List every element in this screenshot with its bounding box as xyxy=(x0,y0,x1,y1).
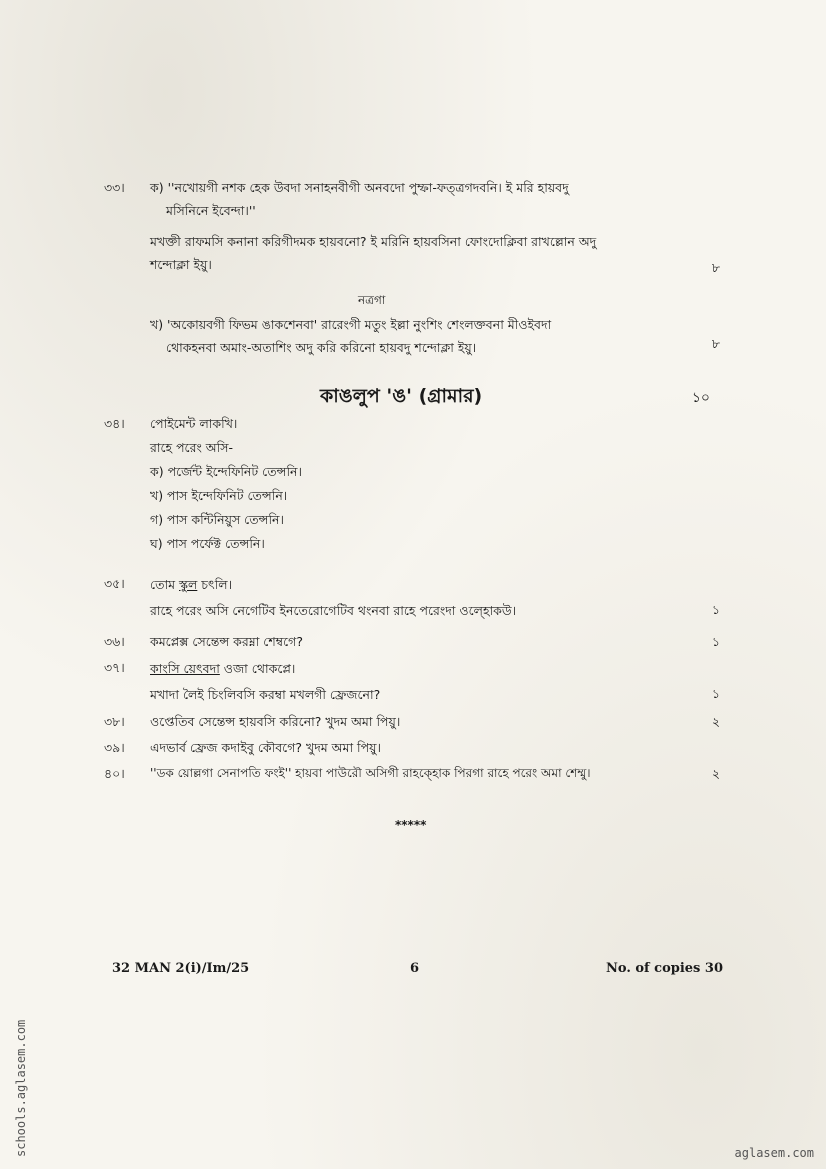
question-number-34: ৩৪। xyxy=(104,416,125,431)
q33a-line4: শন্দোক্লা ইয়ু। xyxy=(150,257,212,272)
q34-option-c: গ) পাস কন্টিনিয়ুস তেন্সনি। xyxy=(150,512,284,527)
question-number-40: ৪০। xyxy=(104,766,125,781)
q40-marks: ২ xyxy=(711,766,720,781)
question-number-35: ৩৫। xyxy=(104,576,125,591)
q39-line1: এদভার্ব ফ্রেজ কদাইবু কৌবগে? খুদম অমা পিয়ু। xyxy=(150,740,381,755)
q36-marks: ১ xyxy=(711,634,720,649)
q33a-line3: মখক্তী রাফমসি কনানা করিগীদমক হায়বনো? ই মরিনি হায়বসিনা ফোংদোক্লিবা রাখল্লোন অদু xyxy=(150,234,597,249)
question-37 xyxy=(150,656,695,708)
q33a-marks: ৮ xyxy=(711,260,720,275)
q34-option-a: ক) পর্জেন্ট ইন্দেফিনিট তেন্সনি। xyxy=(150,464,302,479)
question-number-36: ৩৬। xyxy=(104,634,125,649)
q35-line2: রাহে পরেং অসি নেগেটিব ইনতেরোগেটিব থংনবা রাহে পরেংদা ওল্হোকউ। xyxy=(150,603,517,618)
or-label: নত্রগা xyxy=(358,293,386,307)
question-34 xyxy=(150,412,695,556)
q35-line1: তোম স্কুল চৎলি। xyxy=(150,577,233,592)
section-marks: ১০ xyxy=(691,390,710,406)
q37-line1: কাংসি য়েৎবদা ওজা থোকপ্লে। xyxy=(150,661,296,676)
question-33a xyxy=(150,176,695,276)
question-33b xyxy=(150,313,695,359)
q34-option-b: খ) পাস ইন্দেফিনিট তেন্সনি। xyxy=(150,488,288,503)
q38-marks: ২ xyxy=(711,714,720,729)
q33a-line2: মসিনিনে ইবেন্দা।'' xyxy=(166,203,256,218)
q34-line2: রাহে পরেং অসি- xyxy=(150,440,233,455)
q37-marks: ১ xyxy=(711,686,720,701)
end-stars: ***** xyxy=(395,818,427,832)
watermark-right: aglasem.com xyxy=(734,1146,814,1160)
footer-page-number: 6 xyxy=(410,961,420,976)
q34-line1: পোইমেন্ট লাকখি। xyxy=(150,416,238,431)
question-number-37: ৩৭। xyxy=(104,660,125,675)
section-title: কাঙলুপ 'ঙ' (গ্রামার) xyxy=(320,385,483,407)
question-35 xyxy=(150,572,695,624)
q33b-marks: ৮ xyxy=(711,336,720,351)
q35-marks: ১ xyxy=(711,602,720,617)
q40-line1: ''ডক য়োল্লগা সেনাপতি ফংই'' হায়বা পাউরৌ অসিগী রাহক্হোক পিরগা রাহে পরেং অমা শেম্মু। xyxy=(150,766,591,780)
q33b-line1: খ) 'অকোয়বগী ফিভম ঙাকশেনবা' রারেংগী মতুং ইল্লা নুংশিং শেংলক্তবনা মীওইবদা xyxy=(150,317,552,332)
q37-underlined: কাংসি য়েৎবদা xyxy=(150,661,220,676)
watermark-left: schools.aglasem.com xyxy=(14,1019,28,1157)
question-number-33: ৩৩। xyxy=(104,180,125,195)
q36-line1: কমপ্লেক্স সেন্তেন্স করম্না শেম্বগে? xyxy=(150,634,303,649)
footer-copies: No. of copies 30 xyxy=(606,961,723,976)
footer-code: 32 MAN 2(i)/Im/25 xyxy=(112,961,250,976)
q38-line1: ওপ্তেতিব সেন্তেন্স হায়বসি করিনো? খুদম অমা পিয়ু। xyxy=(150,714,401,729)
q33b-line2: থোকহনবা অমাং-অতাশিং অদু করি করিনো হায়বদু শন্দোক্লা ইয়ু। xyxy=(166,340,477,355)
q34-option-d: ঘ) পাস পর্ফেক্ট তেন্সনি। xyxy=(150,536,265,551)
q35-underlined: স্কুল xyxy=(179,577,198,592)
question-number-38: ৩৮। xyxy=(104,714,125,729)
q37-line2: মখাদা লৈই চিংলিবসি করম্বা মখলগী ফ্রেজনো? xyxy=(150,687,381,702)
question-number-39: ৩৯। xyxy=(104,740,125,755)
q33a-line1: ক) ''নখোয়গী নশক হেক উবদা সনাহনবীগী অনবদো পুম্ফা-ফত্ত্রগদবনি। ই মরি হায়বদু xyxy=(150,180,569,195)
